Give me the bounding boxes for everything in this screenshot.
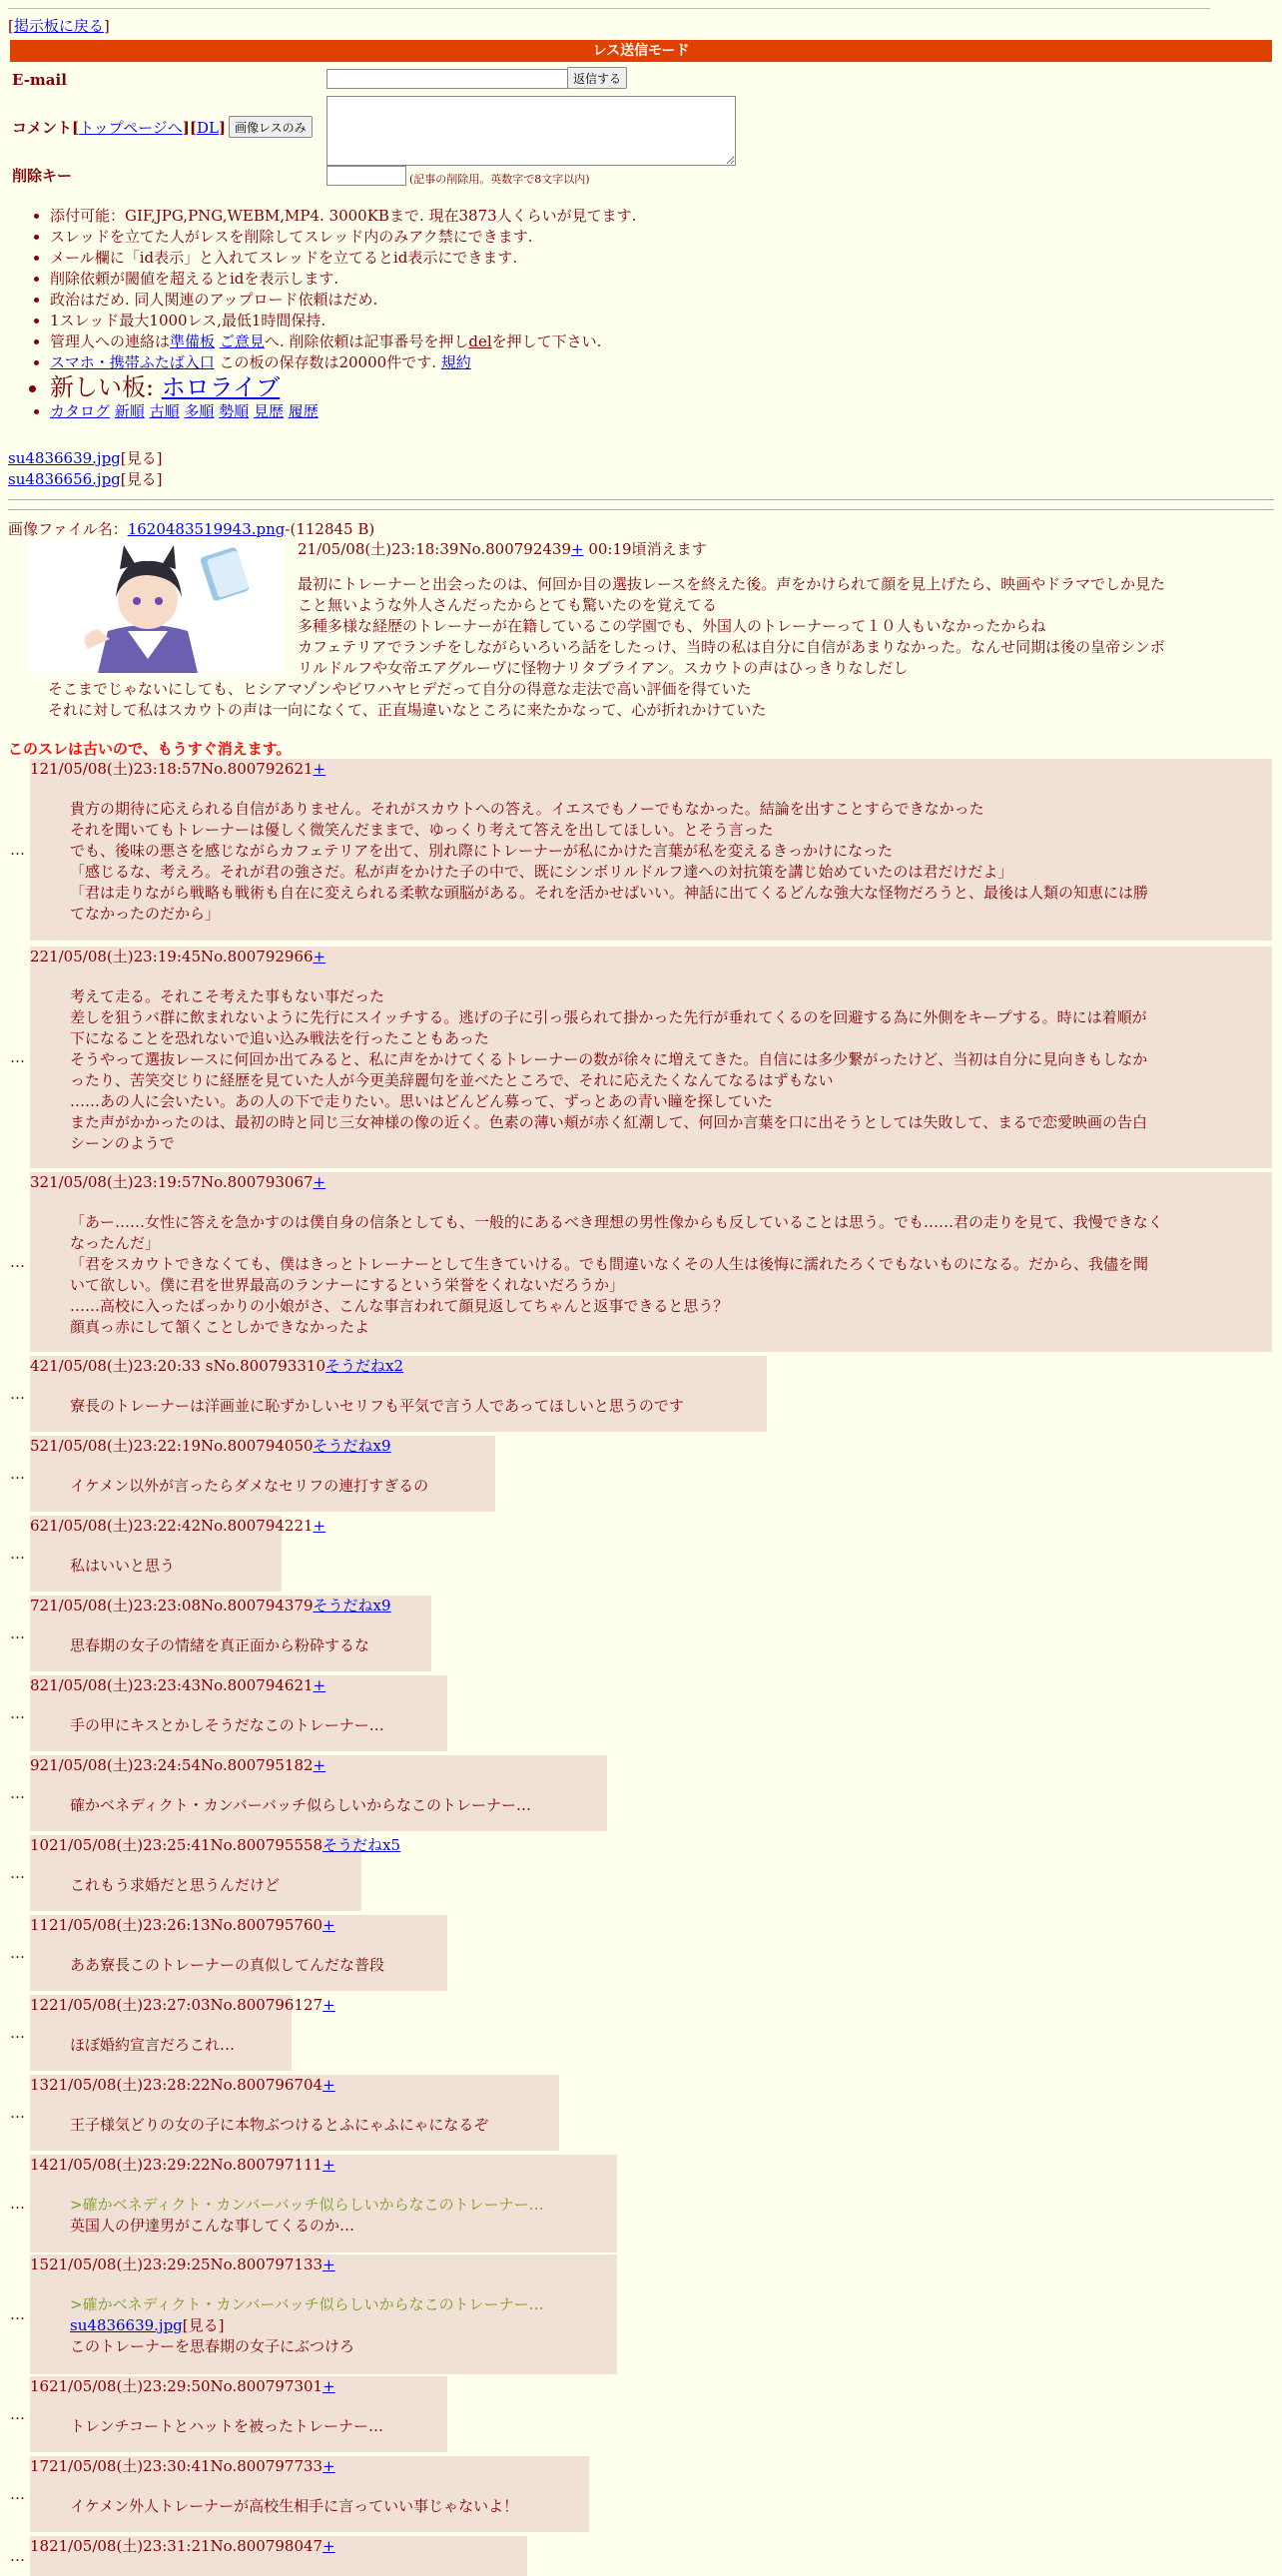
reply-dots: … bbox=[10, 2195, 25, 2213]
reply-plus-link[interactable]: + bbox=[322, 2457, 335, 2475]
reply-line: 貴方の期待に応えられる自信がありません。それがスカウトへの答え。イエスでもノーでもなかった。結論を出すことすらできなかった bbox=[70, 800, 984, 818]
reply-dots: … bbox=[10, 1048, 25, 1066]
reply-plus-link[interactable]: + bbox=[313, 1517, 326, 1535]
sodane-link[interactable]: そうだねx9 bbox=[313, 1597, 391, 1614]
reply-dots: … bbox=[10, 1385, 25, 1403]
reply-meta: 1521/05/08(土)23:29:25No.800797133+ bbox=[30, 2255, 335, 2273]
comment-label-row: コメント[トップページへ][DL] bbox=[12, 119, 227, 137]
reply-line: 思春期の女子の情緒を真正面から粉砕するな bbox=[70, 1636, 370, 1654]
submit-button[interactable]: 返信する bbox=[567, 67, 627, 89]
email-field[interactable] bbox=[326, 69, 568, 89]
rule-item: • 添付可能：GIF,JPG,PNG,WEBM,MP4. 3000KBまで. 現在3873人くらいが見てます. bbox=[50, 206, 1278, 227]
reply-post bbox=[30, 1436, 495, 1512]
thread-plus-link[interactable]: + bbox=[571, 540, 584, 558]
comment-label: コメント bbox=[12, 119, 73, 137]
reply-quote: >確かベネディクト・カンバーバッチ似らしいからなこのトレーナー… bbox=[70, 2196, 544, 2214]
reply-dots: … bbox=[10, 2547, 25, 2565]
reply-line: 私はいいと思う bbox=[70, 1557, 176, 1575]
top-divider bbox=[8, 8, 1210, 9]
reply-meta: 1421/05/08(土)23:29:22No.800797111+ bbox=[30, 2156, 335, 2174]
thread-image-link[interactable]: 1620483519943.png bbox=[127, 520, 286, 538]
reply-line: なったんだ」 bbox=[70, 1234, 161, 1252]
reply-line: 確かベネディクト・カンバーバッチ似らしいからなこのトレーナー… bbox=[70, 1796, 532, 1814]
reply-meta: 1721/05/08(土)23:30:41No.800797733+ bbox=[30, 2457, 335, 2475]
reply-dots: … bbox=[10, 1864, 25, 1882]
reply-post bbox=[30, 1915, 447, 1991]
reply-line: いて欲しい。僕に君を世界最高のランナーにするという栄誉をくれないだろうか」 bbox=[70, 1276, 625, 1294]
rule-item: • 削除依頼が閾値を超えるとidを表示します. bbox=[50, 269, 1278, 290]
reply-body bbox=[70, 1476, 485, 1497]
catalog-link[interactable]: カタログ bbox=[50, 402, 111, 420]
reply-body bbox=[70, 2294, 607, 2357]
reply-body bbox=[70, 2115, 549, 2136]
sort-old-link[interactable]: 古順 bbox=[149, 402, 180, 420]
sodane-link[interactable]: そうだねx9 bbox=[313, 1437, 391, 1455]
reply-dots: … bbox=[10, 841, 25, 859]
divider bbox=[8, 509, 1274, 511]
attachment-item: su4836639.jpg[見る] bbox=[8, 449, 163, 467]
reply-post bbox=[30, 2376, 447, 2452]
sodane-link[interactable]: そうだねx5 bbox=[322, 1836, 401, 1854]
delete-key-note: (記事の削除用。英数字で8文字以内) bbox=[409, 173, 590, 186]
back-to-board-link[interactable]: 掲示板に戻る bbox=[13, 17, 104, 35]
reply-plus-link[interactable]: + bbox=[313, 1756, 326, 1774]
reply-line: 「君は走りながら戦略も戦術も自在に変えられる柔軟な頭脳がある。それを活かせばいい。神話に出てくるどんな強大な怪物だろうと、最後は人類の知恵には勝 bbox=[70, 884, 1149, 902]
sort-momentum-link[interactable]: 勢順 bbox=[219, 402, 250, 420]
reply-meta: 1821/05/08(土)23:31:21No.800798047+ bbox=[30, 2537, 335, 2555]
new-board-link[interactable]: ホロライブ bbox=[161, 373, 281, 401]
reply-line: 差しを狙うバ群に飲まれないように先行にスイッチする。逃げの子に引っ張られて掛かった先行が垂れてくるのを回避する為に外側をキープする。時には着順が bbox=[70, 1008, 1147, 1026]
reply-line: ああ寮長このトレーナーの真似してんだな普段 bbox=[70, 1956, 385, 1974]
back-to-board: [掲示板に戻る] bbox=[8, 17, 110, 35]
reply-line: また声がかかったのは、最初の時と同じ三女神様の像の近く。色素の薄い頬が赤く紅潮して、何回か言葉を口に出そうとしては失敗して、まるで恋愛映画の告白 bbox=[70, 1113, 1147, 1131]
reply-line: 手の甲にキスとかしそうだなこのトレーナー… bbox=[70, 1716, 384, 1734]
reply-meta: 821/05/08(土)23:23:43No.800794621+ bbox=[30, 1676, 326, 1694]
reply-meta: 521/05/08(土)23:22:19No.800794050そうだねx9 bbox=[30, 1437, 391, 1455]
sort-many-link[interactable]: 多順 bbox=[184, 402, 215, 420]
rule-new-board: • 新しい板: ホロライブ bbox=[50, 373, 1278, 401]
junbi-board-link[interactable]: 準備板 bbox=[170, 332, 216, 350]
reply-line: 「感じるな、考えろ。それが君の強さだ。私が声をかけた子の中で、既にシンボリルドルフ達への対抗策を講じ始めていたのは君だけだよ」 bbox=[70, 863, 1013, 881]
sort-new-link[interactable]: 新順 bbox=[114, 402, 145, 420]
reply-plus-link[interactable]: + bbox=[313, 1173, 326, 1191]
reply-post bbox=[30, 1995, 335, 2071]
character-thumbnail-icon bbox=[28, 539, 284, 673]
divider bbox=[8, 499, 1274, 501]
reply-post bbox=[30, 2536, 527, 2576]
reply-dots: … bbox=[10, 1944, 25, 1962]
reply-attachment: su4836639.jpg[見る] bbox=[70, 2316, 225, 2334]
reply-dots: … bbox=[10, 1784, 25, 1802]
reply-plus-link[interactable]: + bbox=[322, 2076, 335, 2094]
reply-dots: … bbox=[10, 1465, 25, 1483]
email-label: E-mail bbox=[12, 71, 67, 89]
reply-post bbox=[30, 1755, 607, 1831]
reply-line: ……高校に入ったばっかりの小娘がさ、こんな事言われて顔見返してちゃんと返事できると思う？ bbox=[70, 1297, 729, 1315]
attachment-file-link[interactable]: su4836639.jpg bbox=[8, 449, 121, 467]
reply-body bbox=[70, 1715, 437, 1736]
reply-meta: 421/05/08(土)23:20:33 sNo.800793310そうだねx2 bbox=[30, 1357, 404, 1375]
reply-line: 「あー……女性に答えを急かすのは僕自身の信条としても、一般的にあるべき理想の男性像からも反していることは思う。でも……君の走りを見て、我慢できなく bbox=[70, 1213, 1163, 1231]
reply-body bbox=[70, 2496, 579, 2517]
reply-post bbox=[30, 1516, 326, 1592]
reply-meta: 1021/05/08(土)23:25:41No.800795558そうだねx5 bbox=[30, 1836, 401, 1854]
reply-meta: 1321/05/08(土)23:28:22No.800796704+ bbox=[30, 2076, 335, 2094]
thread-file-info: 画像ファイル名：1620483519943.png-(112845 B) bbox=[8, 520, 375, 538]
reply-line: 王子様気どりの女の子に本物ぶつけるとふにゃふにゃになるぞ bbox=[70, 2116, 489, 2134]
reply-dots: … bbox=[10, 1704, 25, 1722]
reply-body bbox=[70, 1955, 437, 1976]
history-link[interactable]: 履歴 bbox=[288, 402, 319, 420]
reply-meta: 121/05/08(土)23:18:57No.800792621+ bbox=[30, 760, 326, 778]
reply-body bbox=[70, 1875, 351, 1896]
reply-plus-link[interactable]: + bbox=[313, 948, 326, 966]
reply-line: このトレーナーを思春期の女子にぶつけろ bbox=[70, 2337, 355, 2355]
reply-plus-link[interactable]: + bbox=[322, 1916, 335, 1934]
reply-line: これもう求婚だと思うんだけど bbox=[70, 1876, 281, 1894]
rule-item: • メール欄に「id表示」と入れてスレッドを立てるとid表示にできます. bbox=[50, 248, 1278, 269]
reply-dots: … bbox=[10, 1624, 25, 1642]
reply-plus-link[interactable]: + bbox=[313, 1676, 326, 1694]
reply-line: ほぼ婚約宣言だろこれ… bbox=[70, 2036, 236, 2054]
terms-link[interactable]: 規約 bbox=[440, 353, 471, 371]
reply-line: 考えて走る。それこそ考えた事もない事だった bbox=[70, 987, 385, 1005]
reply-line: ったり、苦笑交じりに経歴を見ていた人が今更美辞麗句を並べたところで、それに応えたくなんてなるはずもない bbox=[70, 1071, 834, 1089]
feedback-link[interactable]: ご意見 bbox=[219, 332, 265, 350]
reply-body bbox=[70, 2035, 282, 2056]
reply-dots: … bbox=[10, 2485, 25, 2503]
reply-post bbox=[30, 2456, 589, 2532]
board-rules bbox=[22, 206, 1278, 422]
top-page-link[interactable]: トップページへ bbox=[79, 119, 183, 137]
comment-textarea[interactable] bbox=[326, 96, 736, 166]
reply-line: ……あの人に会いたい。あの人の下で走りたい。思いはどんどん募って、ずっとあの青い瞳を探していた bbox=[70, 1092, 773, 1110]
thread-meta: 21/05/08(土)23:18:39No.800792439+ 00:19頃消えます bbox=[298, 540, 707, 558]
reply-meta: 721/05/08(土)23:23:08No.800794379そうだねx9 bbox=[30, 1597, 391, 1614]
reply-line: 下になることを恐れないで追い込み戦法を行ったこともあった bbox=[70, 1029, 489, 1047]
reply-meta: 921/05/08(土)23:24:54No.800795182+ bbox=[30, 1756, 326, 1774]
reply-plus-link[interactable]: + bbox=[322, 2255, 335, 2273]
dl-link[interactable]: DL bbox=[197, 119, 219, 137]
reply-line: そうやって選抜レースに何回か出てみると、私に声をかけてくるトレーナーの数が徐々に増えてきた。自信には多少繋がったけど、当初は自分に見向きもしなか bbox=[70, 1050, 1148, 1068]
reply-line: 寮長のトレーナーは洋画並に恥ずかしいセリフも平気で言う人であってほしいと思うのです bbox=[70, 1397, 684, 1415]
reply-meta: 221/05/08(土)23:19:45No.800792966+ bbox=[30, 948, 326, 966]
reply-line: でも、後味の悪さを感じながらカフェテリアを出て、別れ際にトレーナーが私にかけた言葉が私を変えるきっかけになった bbox=[70, 842, 893, 860]
sodane-link[interactable]: そうだねx2 bbox=[325, 1357, 404, 1375]
reply-post bbox=[30, 1835, 401, 1911]
rule-item: • 政治はだめ. 同人関連のアップロード依頼はだめ. bbox=[50, 290, 1278, 311]
reply-meta: 621/05/08(土)23:22:42No.800794221+ bbox=[30, 1517, 326, 1535]
reply-dots: … bbox=[10, 2024, 25, 2042]
rule-item: • スレッドを立てた人がレスを削除してスレッド内のみアク禁にできます. bbox=[50, 227, 1278, 248]
reply-post bbox=[30, 947, 1272, 1168]
reply-body bbox=[70, 2416, 437, 2437]
reply-body bbox=[70, 1556, 272, 1577]
rule-admin-contact: • 管理人への連絡は準備板 ご意見へ. 削除依頼は記事番号を押しdelを押して下さい. bbox=[50, 331, 1278, 352]
mobile-entrance-link[interactable]: スマホ・携帯ふたば入口 bbox=[50, 353, 215, 371]
old-thread-warning: このスレは古いので、もうすぐ消えます。 bbox=[8, 740, 292, 758]
thread-body-continued: そこまでじゃないにしても、ヒシアマゾンやビワハヤヒデだって自分の得意な走法で高い評価を得ていた それに対して私はスカウトの声は一向になくて、正直場違いなところに来たかなって、心が折れかけていた bbox=[48, 680, 767, 719]
reply-body bbox=[70, 799, 1262, 925]
reply-post bbox=[30, 1172, 1272, 1352]
rule-mobile: • スマホ・携帯ふたば入口 この板の保存数は20000件です. 規約 bbox=[50, 352, 1278, 373]
reply-line: トレンチコートとハットを被ったトレーナー… bbox=[70, 2417, 384, 2435]
reply-line: 顔真っ赤にして頷くことしかできなかったよ bbox=[70, 1318, 370, 1336]
image-only-button[interactable]: 画像レスのみ bbox=[229, 116, 313, 138]
reply-line: それを聞いてもトレーナーは優しく微笑んだままで、ゆっくり考えて答えを出してほしい。とそう言った bbox=[70, 821, 774, 839]
reply-line: てなかったのだから」 bbox=[70, 905, 221, 923]
delete-key-field[interactable] bbox=[326, 166, 406, 186]
reply-dots: … bbox=[10, 2405, 25, 2423]
reply-dots: … bbox=[10, 1253, 25, 1271]
reply-post bbox=[30, 759, 1272, 941]
view-history-link[interactable]: 見歴 bbox=[253, 402, 284, 420]
reply-body bbox=[70, 1635, 421, 1656]
reply-line: イケメン以外が言ったらダメなセリフの連打すぎるの bbox=[70, 1477, 429, 1495]
reply-dots: … bbox=[10, 1545, 25, 1563]
reply-meta: 1221/05/08(土)23:27:03No.800796127+ bbox=[30, 1996, 335, 2014]
thread-thumbnail[interactable] bbox=[28, 539, 284, 673]
reply-mode-bar: レス送信モード bbox=[10, 40, 1272, 62]
reply-dots: … bbox=[10, 2305, 25, 2323]
rule-catalog-links bbox=[50, 401, 1278, 422]
reply-body bbox=[70, 1795, 597, 1816]
rule-item: • 1スレッド最大1000レス,最低1時間保持. bbox=[50, 311, 1278, 331]
reply-meta: 1121/05/08(土)23:26:13No.800795760+ bbox=[30, 1916, 335, 1934]
reply-post bbox=[30, 2075, 559, 2151]
reply-body bbox=[70, 2195, 607, 2237]
reply-body bbox=[70, 1212, 1262, 1338]
reply-post bbox=[30, 1356, 767, 1432]
reply-quote: >確かベネディクト・カンバーバッチ似らしいからなこのトレーナー… bbox=[70, 2295, 544, 2313]
reply-line: 「君をスカウトできなくても、僕はきっとトレーナーとして生きていける。でも間違いなくその人生は後悔に濡れたろくでもないものになる。だから、我儘を聞 bbox=[70, 1255, 1149, 1273]
reply-meta: 321/05/08(土)23:19:57No.800793067+ bbox=[30, 1173, 326, 1191]
reply-plus-link[interactable]: + bbox=[322, 2377, 335, 2395]
reply-meta: 1621/05/08(土)23:29:50No.800797301+ bbox=[30, 2377, 335, 2395]
thread-body: 最初にトレーナーと出会ったのは、何回か目の選抜レースを終えた後。声をかけられて顔を見上げたら、映画やドラマでしか見た こと無いような外人さんだったからとても驚いたのを覚えてる 多種多様な経歴のトレーナーが在籍しているこの学園でも、外国人のトレーナーって１０人もいなかったからね カフェテリアでランチをしながらいろいろ話をしたっけ、当時の私は自分に自信があまりなかった。なんせ同期は後の皇帝シンボ リルドルフや女帝エアグルーヴに怪物ナリタブライアン。スカウトの声はひっきりなしだし bbox=[298, 575, 1165, 677]
reply-line: シーンのようで bbox=[70, 1134, 175, 1152]
reply-post bbox=[30, 1675, 447, 1751]
reply-plus-link[interactable]: + bbox=[322, 2537, 335, 2555]
reply-body bbox=[70, 1396, 757, 1417]
reply-post bbox=[30, 1596, 431, 1671]
attachment-file-link[interactable]: su4836656.jpg bbox=[8, 470, 121, 488]
reply-attachment-link[interactable]: su4836639.jpg bbox=[70, 2316, 183, 2334]
reply-dots: … bbox=[10, 2104, 25, 2122]
reply-body bbox=[70, 986, 1262, 1154]
reply-line: 英国人の伊達男がこんな事してくるのか… bbox=[70, 2217, 355, 2235]
reply-line: イケメン外人トレーナーが高校生相手に言っていい事じゃないよ！ bbox=[70, 2497, 519, 2515]
reply-plus-link[interactable]: + bbox=[322, 1996, 335, 2014]
reply-post bbox=[30, 2155, 617, 2253]
attachment-item: su4836656.jpg[見る] bbox=[8, 470, 163, 488]
reply-plus-link[interactable]: + bbox=[322, 2156, 335, 2174]
reply-plus-link[interactable]: + bbox=[313, 760, 326, 778]
reply-post bbox=[30, 2254, 617, 2374]
delete-key-label: 削除キー bbox=[12, 167, 73, 185]
